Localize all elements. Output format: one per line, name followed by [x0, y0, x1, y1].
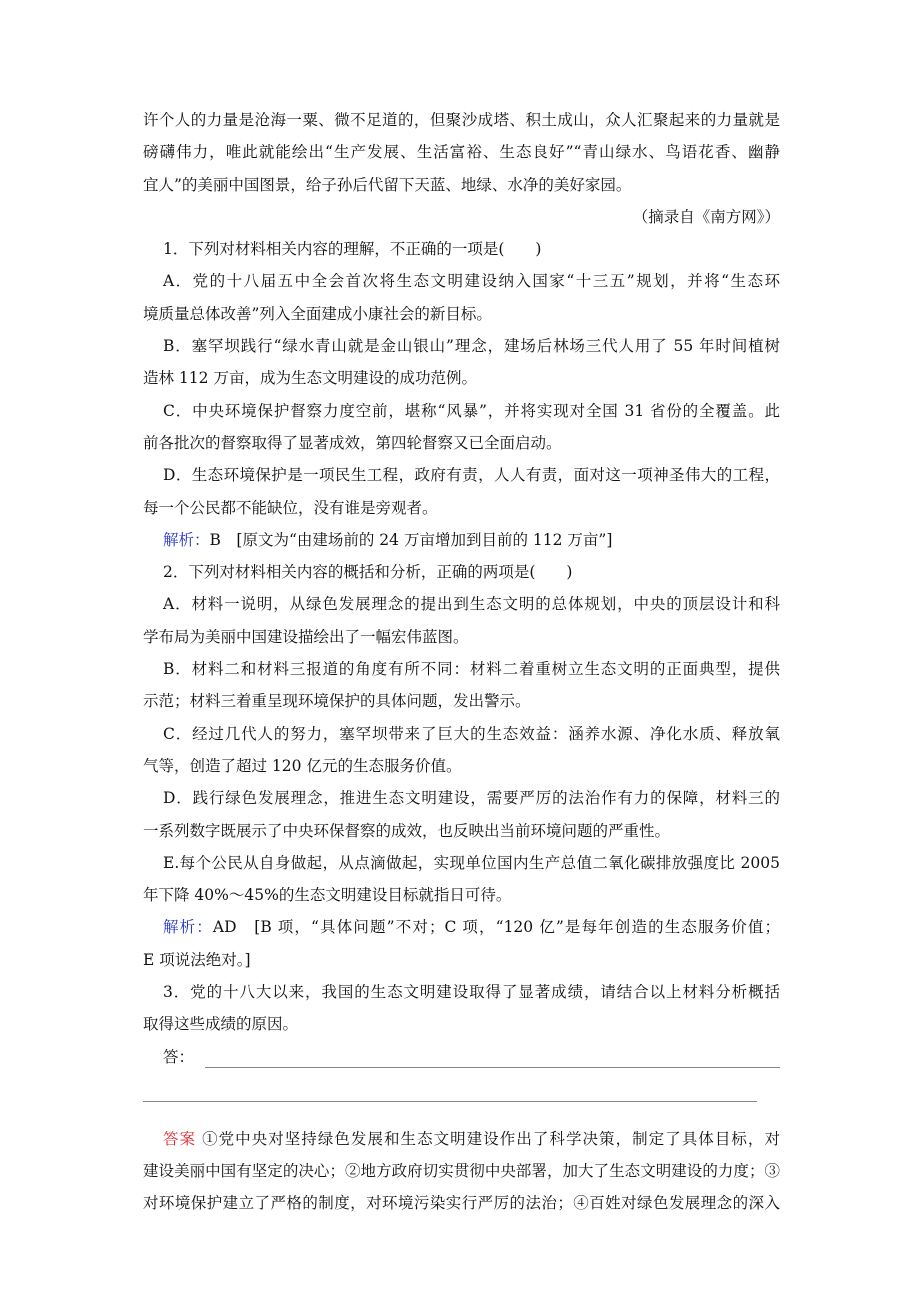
paragraph — [143, 269, 780, 334]
answer-line — [143, 1127, 780, 1159]
question-section — [143, 108, 780, 1045]
text-line — [143, 657, 780, 689]
line-text: （摘录自《南方网》） — [632, 207, 780, 226]
line-text: AD [B 项，“具体问题”不对；C 项，“120 亿”是每年创造的生态服务价值； — [212, 918, 780, 937]
paragraph — [143, 237, 780, 269]
answer-line — [143, 1191, 780, 1223]
line-text: B [原文为“由建场前的 24 万亩增加到目前的 112 万亩”] — [209, 530, 613, 549]
paragraph — [143, 334, 780, 399]
paragraph — [143, 592, 780, 657]
text-line — [143, 463, 780, 495]
text-line — [143, 399, 780, 431]
paragraph — [143, 205, 780, 237]
text-line — [143, 786, 780, 818]
paragraph — [143, 657, 780, 722]
line-text: 示范；材料三着重呈现环境保护的具体问题，发出警示。 — [143, 692, 531, 711]
paragraph — [143, 108, 780, 205]
line-text: 取得这些成绩的原因。 — [143, 1015, 299, 1034]
analysis-label: 解析： — [163, 918, 213, 937]
paragraph — [143, 980, 780, 1045]
text-line — [143, 205, 780, 237]
text-line — [143, 140, 780, 172]
line-text: 宜人”的美丽中国图景，给子孙后代留下天蓝、地绿、水净的美好家园。 — [143, 175, 632, 194]
text-line — [143, 722, 780, 754]
line-text: A．党的十八届五中全会首次将生态文明建设纳入国家“十三五”规划，并将“生态环 — [163, 272, 780, 291]
line-text: 前各批次的督察取得了显著成效，第四轮督察又已全面启动。 — [143, 433, 562, 452]
text-line — [143, 302, 780, 334]
text-line — [143, 625, 780, 657]
text-line — [143, 237, 780, 269]
line-text: C．经过几代人的努力，塞罕坝带来了巨大的生态效益：涵养水源、净化水质、释放氧 — [163, 724, 780, 743]
paragraph — [143, 528, 780, 560]
text-line — [143, 754, 780, 786]
line-text: D．生态环境保护是一项民生工程，政府有责，人人有责，面对这一项神圣伟大的工程， — [163, 466, 780, 485]
text-line — [143, 883, 780, 915]
paragraph — [143, 915, 780, 980]
analysis-label: 解析： — [163, 530, 210, 549]
line-text: A．材料一说明，从绿色发展理念的提出到生态文明的总体规划，中央的顶层设计和科 — [163, 595, 780, 614]
text-line — [143, 592, 780, 624]
line-text: B．材料二和材料三报道的角度有所不同：材料二着重树立生态文明的正面典型，提供 — [163, 660, 780, 679]
text-line — [143, 915, 780, 947]
line-text: 年下降 40%～45%的生态文明建设目标就指日可待。 — [143, 886, 512, 905]
line-text: 磅礴伟力，唯此就能绘出“生产发展、生活富裕、生态良好”“青山绿水、鸟语花香、幽静 — [143, 143, 780, 162]
answer-prompt: 答： — [163, 1047, 195, 1066]
line-text: E.每个公民从自身做起，从点滴做起，实现单位国内生产总值二氧化碳排放强度比 2005 — [163, 853, 780, 872]
document-body — [143, 108, 780, 1224]
line-text: 2．下列对材料相关内容的概括和分析，正确的两项是( ) — [163, 563, 573, 582]
line-text: 许个人的力量是沧海一粟、微不足道的，但聚沙成塔、积土成山，众人汇聚起来的力量就是 — [143, 111, 780, 129]
answer-section — [143, 1127, 780, 1224]
text-line — [143, 1012, 780, 1044]
text-line — [143, 431, 780, 463]
text-line — [143, 334, 780, 366]
line-text: 一系列数字既展示了中央环保督察的成效，也反映出当前环境问题的严重性。 — [143, 821, 671, 840]
paragraph — [143, 560, 780, 592]
paragraph — [143, 722, 780, 787]
answer-blank-line-1[interactable] — [205, 1067, 780, 1068]
paragraph — [143, 399, 780, 464]
line-text: B．塞罕坝践行“绿水青山就是金山银山”理念，建场后林场三代人用了 55 年时间植树 — [163, 337, 780, 356]
text-line — [143, 528, 780, 560]
paragraph — [143, 786, 780, 851]
text-line — [143, 819, 780, 851]
text-line — [143, 851, 780, 883]
text-line — [143, 496, 780, 528]
line-text: 每一个公民都不能缺位，没有谁是旁观者。 — [143, 498, 438, 517]
answer-label: 答案 — [163, 1129, 197, 1148]
line-text: 造林 112 万亩，成为生态文明建设的成功范例。 — [143, 369, 477, 388]
line-text: 境质量总体改善”列入全面建成小康社会的新目标。 — [143, 304, 492, 323]
line-text: C．中央环境保护督察力度空前，堪称“风暴”，并将实现对全国 31 省份的全覆盖。此 — [163, 401, 780, 420]
answer-blank-line-2[interactable] — [143, 1101, 757, 1102]
line-text: 学布局为美丽中国建设描绘出了一幅宏伟蓝图。 — [143, 627, 469, 646]
line-text: 气等，创造了超过 120 亿元的生态服务价值。 — [143, 756, 462, 775]
line-text: 3．党的十八大以来，我国的生态文明建设取得了显著成绩，请结合以上材料分析概括 — [163, 983, 780, 1002]
line-text: ①党中央对坚持绿色发展和生态文明建设作出了科学决策，制定了具体目标，对 — [202, 1129, 780, 1148]
paragraph — [143, 463, 780, 528]
text-line — [143, 366, 780, 398]
line-text: 1．下列对材料相关内容的理解，不正确的一项是( ) — [163, 240, 542, 259]
text-line — [143, 173, 780, 205]
line-text: 对环境保护建立了严格的制度，对环境污染实行严厉的法治；④百姓对绿色发展理念的深入 — [143, 1194, 780, 1213]
answer-blank-row-2 — [143, 1101, 780, 1127]
answer-blank-row — [143, 1045, 780, 1077]
text-line — [143, 108, 780, 140]
text-line — [143, 560, 780, 592]
paragraph — [143, 851, 780, 916]
text-line — [143, 948, 780, 980]
line-text: E 项说法绝对。] — [143, 950, 251, 969]
line-text: 建设美丽中国有坚定的决心；②地方政府切实贯彻中央部署，加大了生态文明建设的力度；③ — [143, 1161, 780, 1180]
text-line — [143, 980, 780, 1012]
answer-line — [143, 1159, 780, 1191]
text-line — [143, 689, 780, 721]
text-line — [143, 269, 780, 301]
line-text: D．践行绿色发展理念，推进生态文明建设，需要严厉的法治作有力的保障，材料三的 — [163, 789, 780, 808]
